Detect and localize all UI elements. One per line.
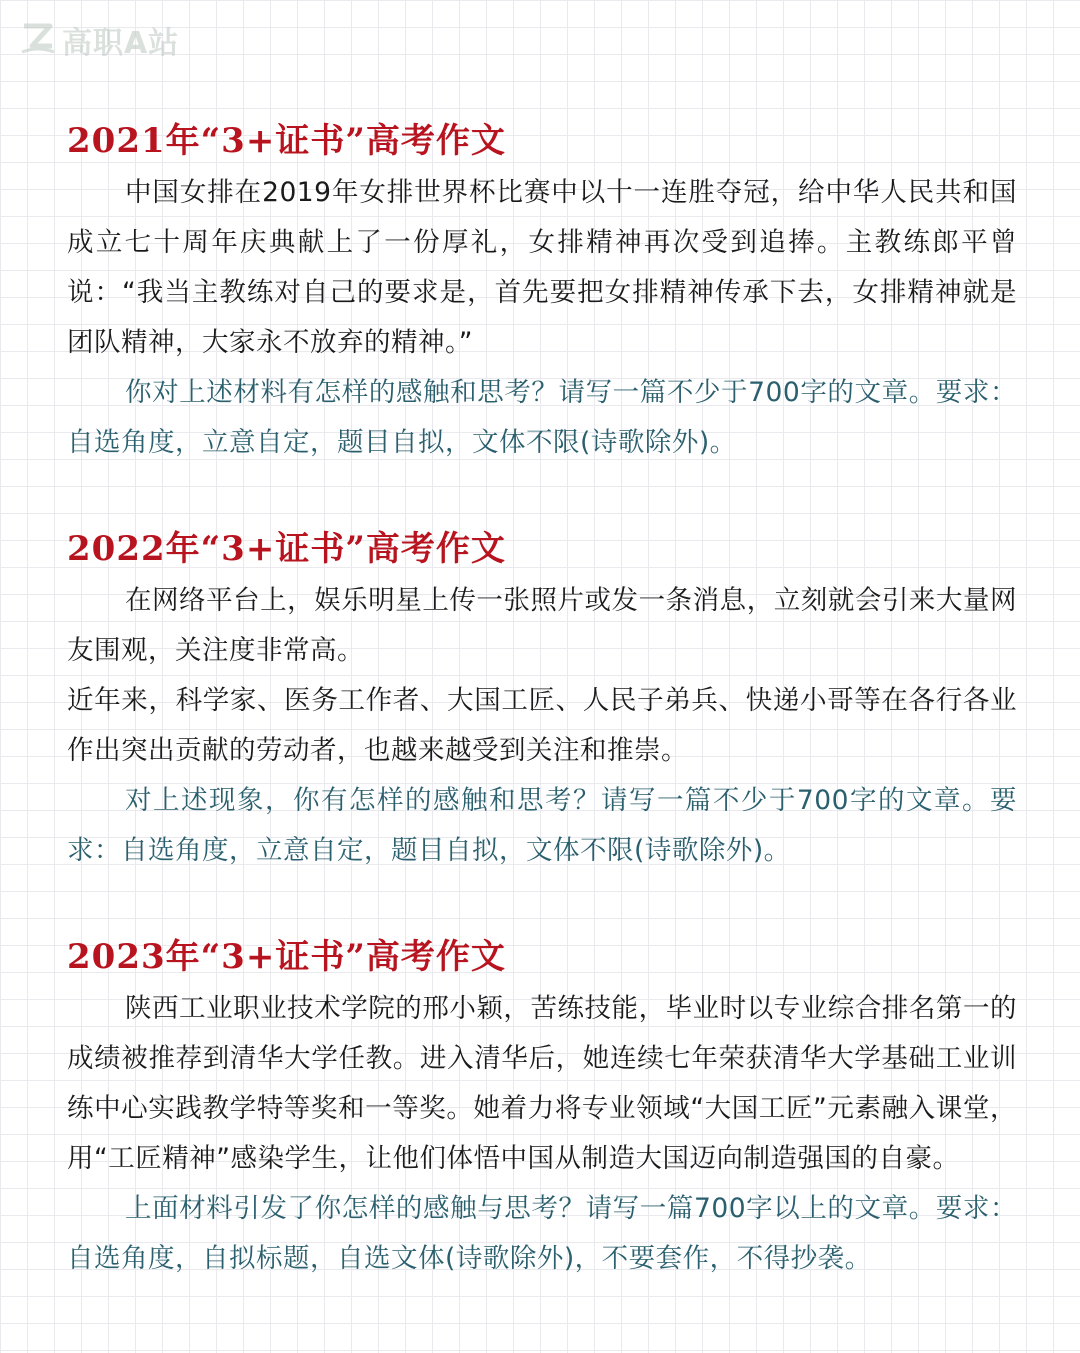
material-paragraph: 在网络平台上，娱乐明星上传一张照片或发一条消息，立刻就会引来大量网友围观，关注度非常高。 <box>67 585 1017 666</box>
watermark-logo <box>18 18 179 62</box>
exam-essay-list <box>67 118 1017 1342</box>
material-paragraph: 陕西工业职业技术学院的邢小颖，苦练技能，毕业时以专业综合排名第一的成绩被推荐到清华大学任教。进入清华后，她连续七年荣获清华大学基础工业训练中心实践教学特等奖和一等奖。她着力将专业领域“大国工匠”元素融入课堂，用“工匠精神”感染学生，让他们体悟中国从制造大国迈向制造强国的自豪。 <box>67 993 1017 1174</box>
z-book-logo-icon <box>18 20 58 60</box>
essay-question: 上面材料引发了你怎样的感触与思考？请写一篇700字以上的文章。要求：自选角度，自拟标题，自选文体(诗歌除外)，不要套作，不得抄袭。 <box>67 1193 1017 1274</box>
watermark-text: 高职A站 <box>62 26 180 61</box>
essay-question: 你对上述材料有怎样的感触和思考？请写一篇不少于700字的文章。要求：自选角度，立意自定，题目自拟，文体不限(诗歌除外)。 <box>67 377 1017 458</box>
essay-section-2022 <box>67 526 1017 876</box>
material-paragraph: 中国女排在2019年女排世界杯比赛中以十一连胜夺冠，给中华人民共和国成立七十周年庆典献上了一份厚礼，女排精神再次受到追捧。主教练郎平曾说：“我当主教练对自己的要求是，首先要把女排精神传承下去，女排精神就是团队精神，大家永不放弃的精神。” <box>67 177 1017 358</box>
section-title: 2021年“3+证书”高考作文 <box>67 121 506 161</box>
section-title: 2022年“3+证书”高考作文 <box>67 529 506 569</box>
essay-section-2023 <box>67 934 1017 1284</box>
essay-section-2021 <box>67 118 1017 468</box>
essay-question: 对上述现象，你有怎样的感触和思考？请写一篇不少于700字的文章。要求：自选角度，立意自定，题目自拟，文体不限(诗歌除外)。 <box>67 785 1017 866</box>
section-title: 2023年“3+证书”高考作文 <box>67 937 506 977</box>
material-paragraph: 近年来，科学家、医务工作者、大国工匠、人民子弟兵、快递小哥等在各行各业作出突出贡献的劳动者，也越来越受到关注和推崇。 <box>67 685 1017 766</box>
